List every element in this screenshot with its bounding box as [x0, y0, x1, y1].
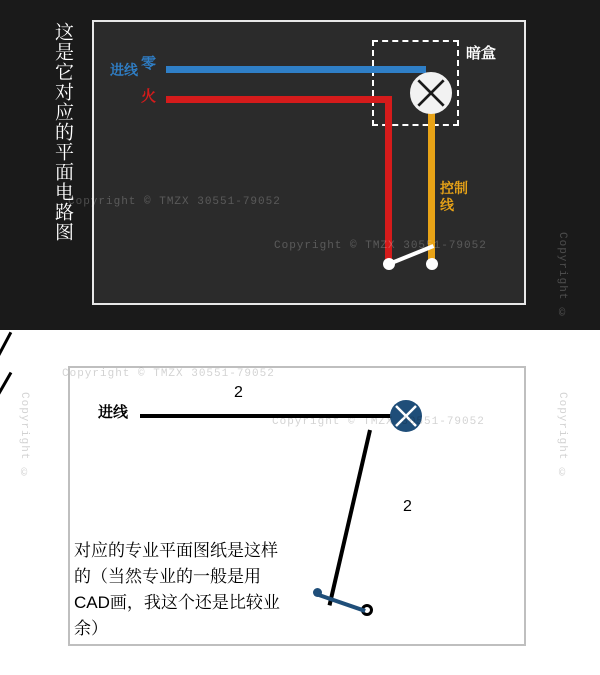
lamp-cross-icon	[412, 74, 450, 112]
bottom-caption: 对应的专业平面图纸是这样的（当然专业的一般是用CAD画，我这个还是比较业余）	[74, 541, 280, 638]
label-incoming-bottom: 进线	[97, 404, 128, 421]
live-wire-vertical	[385, 96, 392, 262]
label-dark-box: 暗盒	[466, 45, 497, 62]
conductor-count-top: 2	[234, 384, 243, 401]
supply-line	[140, 414, 405, 418]
conductor-count-slash-top	[0, 332, 12, 369]
label-incoming-top: 进线	[110, 62, 138, 78]
watermark: Copyright ©	[556, 392, 568, 482]
live-wire-horizontal	[166, 96, 388, 103]
bottom-plan-panel	[0, 330, 600, 675]
lamp-cross-icon	[390, 400, 422, 432]
label-live: 火	[141, 88, 157, 105]
conductor-count-slash-branch	[0, 372, 12, 406]
conductor-count-branch: 2	[403, 498, 412, 515]
lamp-symbol-bottom	[390, 400, 422, 432]
top-diagram-frame	[92, 20, 526, 305]
switch-terminal-right-top	[426, 258, 438, 270]
watermark: Copyright ©	[556, 232, 568, 322]
watermark: Copyright © TMZX 30551-79052	[68, 196, 281, 208]
top-panel-title: 这是它对应的平面电路图	[52, 22, 73, 242]
neutral-wire	[166, 66, 426, 73]
watermark: Copyright © TMZX 30551-79052	[274, 240, 487, 252]
watermark: Copyright ©	[18, 392, 30, 482]
label-neutral: 零	[141, 55, 157, 72]
lamp-symbol-top	[410, 72, 452, 114]
switch-terminal-bottom	[313, 588, 322, 597]
label-control-line: 控制线	[440, 180, 468, 213]
top-circuit-panel	[0, 0, 600, 330]
